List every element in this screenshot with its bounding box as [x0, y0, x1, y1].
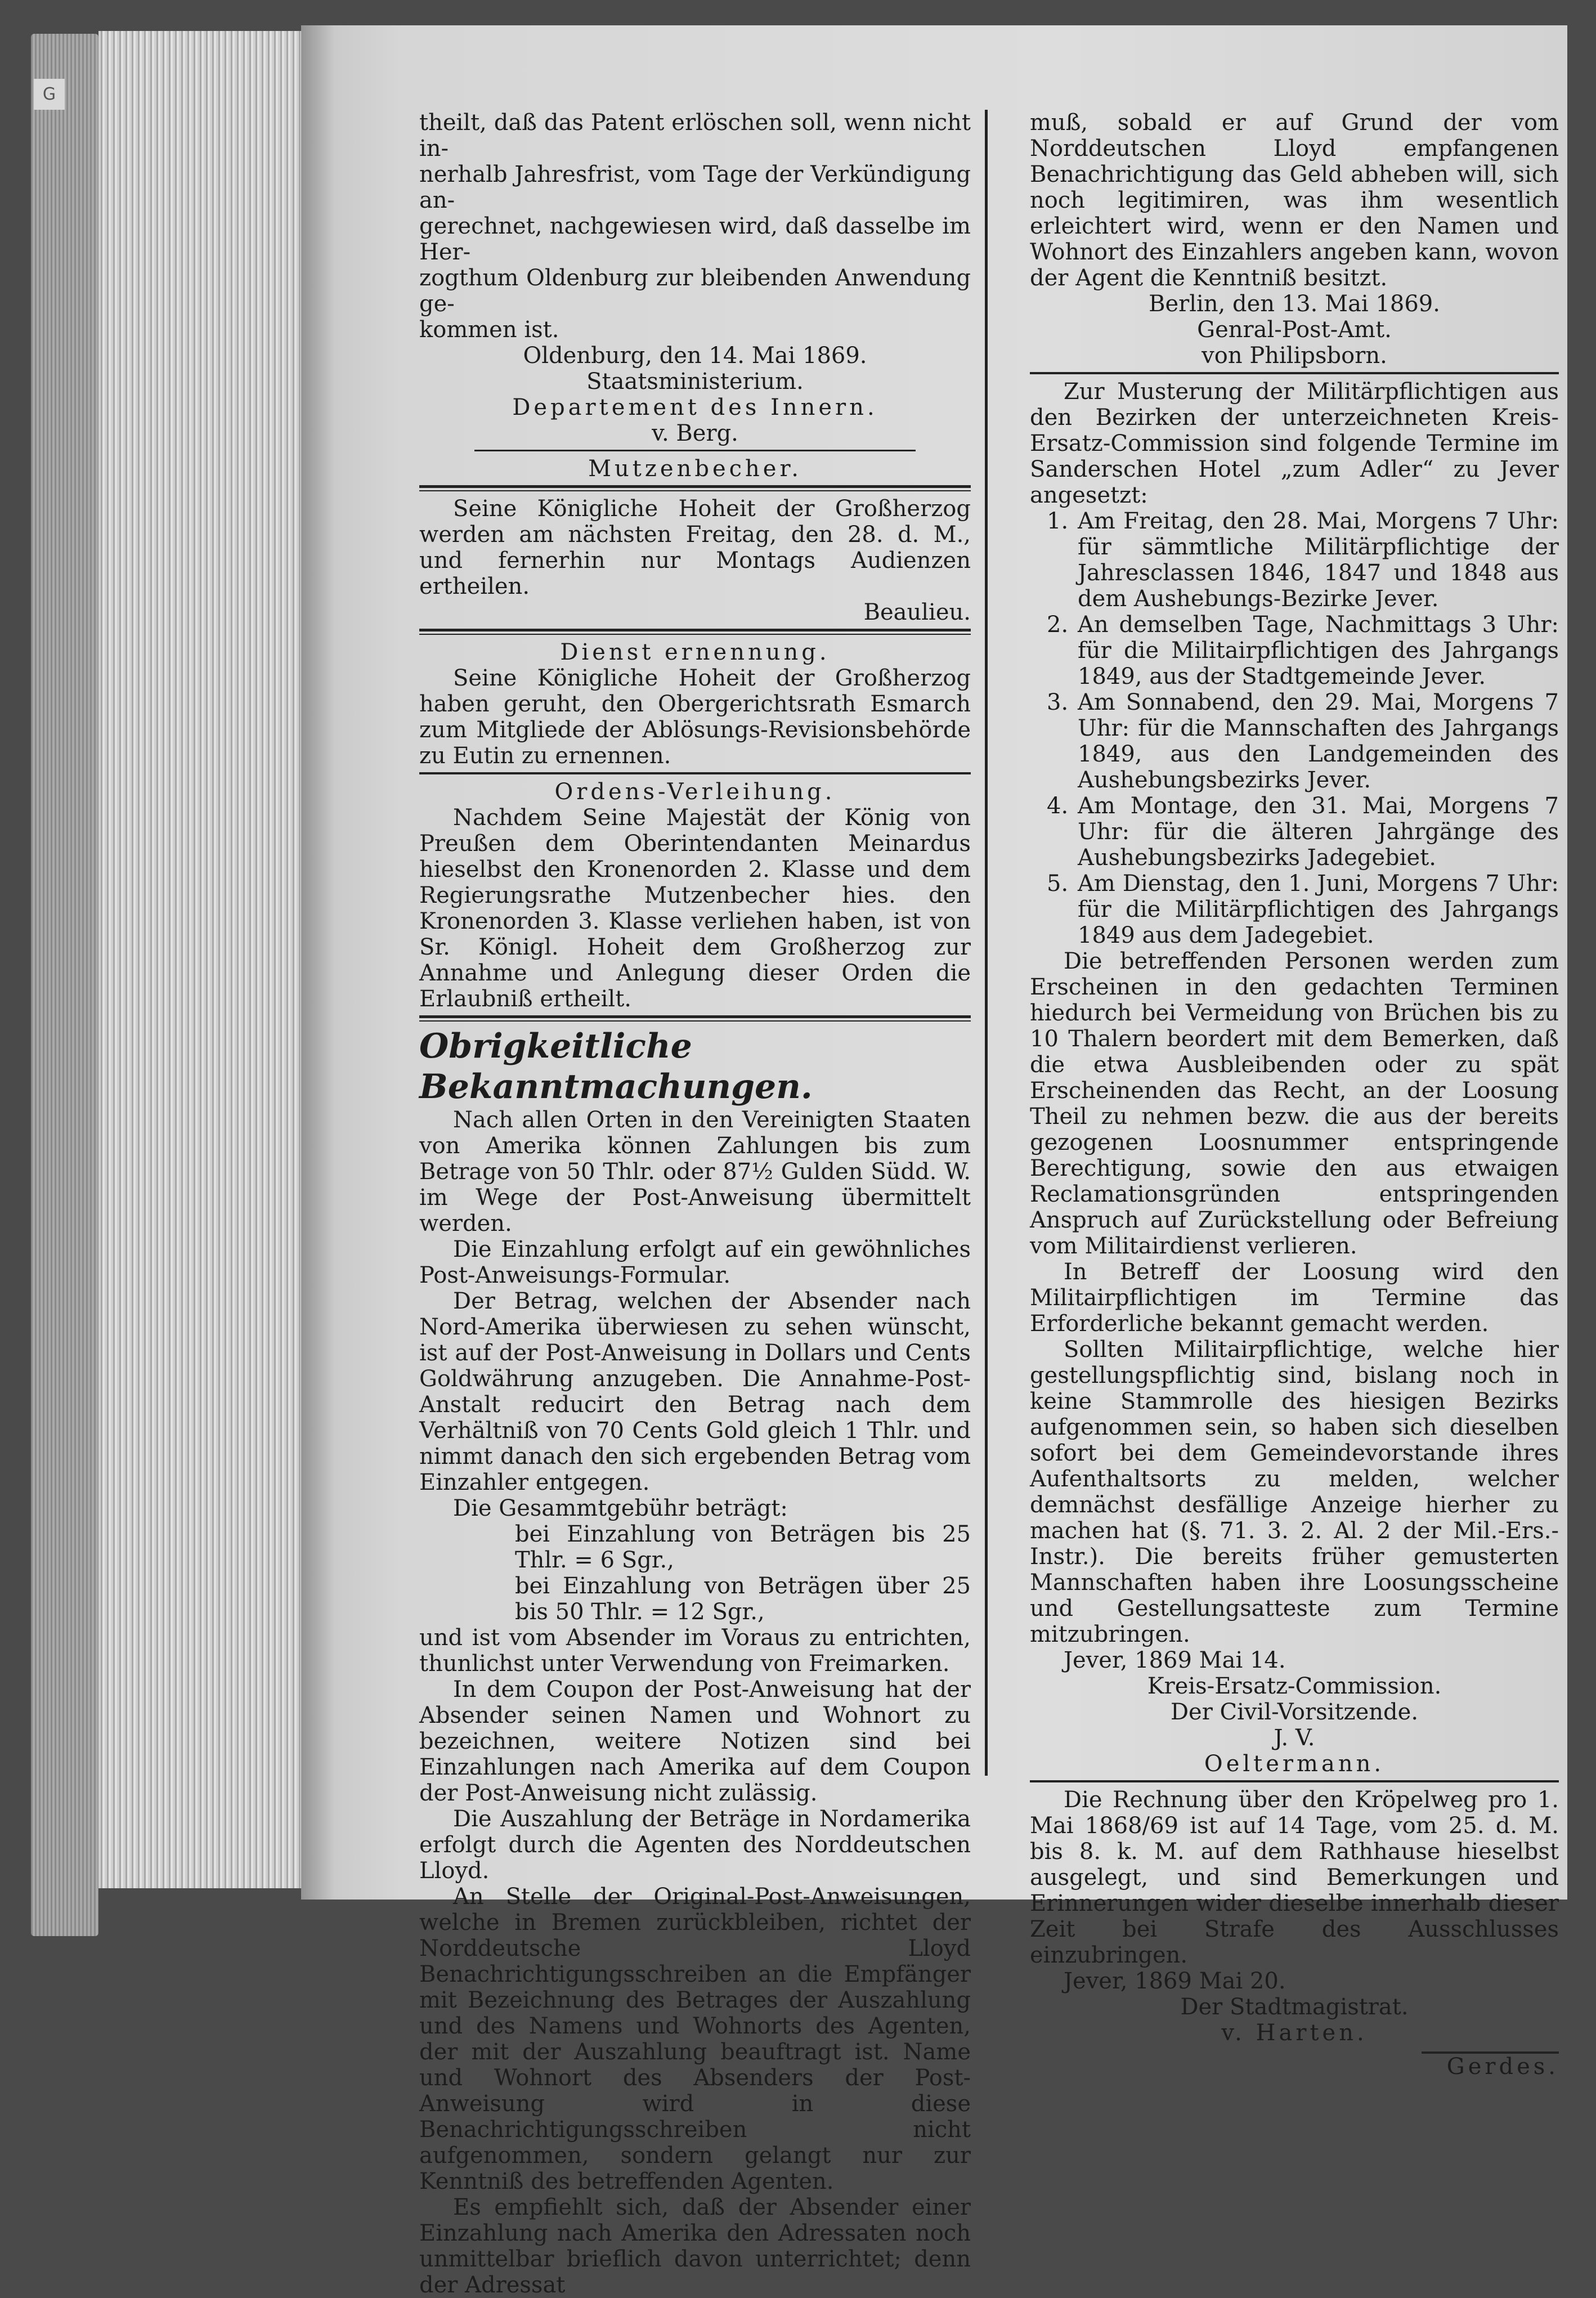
notice-paragraph: In dem Coupon der Post-Anweisung hat der Absender seinen Namen und Wohnort zu bezeichnen, weitere Notizen sind bei Einzahlungen nach Amerika auf dem Coupon der Post-Anweisung nicht zulässig. [419, 1677, 971, 1806]
muster-paragraph: Sollten Militairpflichtige, welche hier gestellungspflichtig sind, bislang noch in keine Stammrolle des hiesigen Bezirks aufgenommen sein, so haben sich dieselben sofort bei dem Gemeindevorstande ihres Aufenthaltsorts zu melden, welcher demnächst desfällige Anzeige hierher zu machen hat (§. 71. 3. 2. Al. 2 der Mil.-Ers.-Instr.). Die bereits früher gemusterten Mannschaften haben ihre Loosungsscheine und Gestellungsatteste zum Termine mitzubringen. [1030, 1337, 1559, 1647]
intro-line: nerhalb Jahresfrist, vom Tage der Verkündigung an- [419, 162, 971, 213]
section-divider [419, 629, 971, 635]
item-text: Am Montage, den 31. Mai, Morgens 7 Uhr: für die älteren Jahrgänge des Aushebungsbezirks Jadegebiet. [1078, 793, 1559, 871]
gutter-shadow [301, 25, 335, 1900]
patent-countersigner: Mutzenbecher. [588, 456, 802, 482]
account-countersigner: Gerdes. [1446, 2054, 1559, 2080]
item-text: Am Sonnabend, den 29. Mai, Morgens 7 Uhr: für die Mannschaften des Jahrgangs 1849, aus den Landgemeinden des Aushebungsbezirks Jever. [1078, 689, 1559, 793]
notices-heading: Obrigkeitliche Bekanntmachungen. [419, 1027, 813, 1107]
intro-line: gerechnet, nachgewiesen wird, daß dasselbe im Her- [419, 213, 971, 265]
continuation-paragraph: muß, sobald er auf Grund der vom Norddeutschen Lloyd empfangenen Benachrichtigung das Geld abheben will, sich noch legitimiren, was ihm wesentlich erleichtert wird, wenn er den Namen und Wohnort des Einzahlers angeben kann, wovon der Agent die Kenntniß besitzt. [1030, 110, 1559, 291]
order-notice: Nachdem Seine Majestät der König von Preußen dem Oberintendanten Meinardus hieselbst den Kronenorden 2. Klasse und dem Regierungsrathe Mutzenbecher hies. den Kronenorden 3. Klasse verliehen haben, ist von Sr. Königl. Hoheit dem Großherzog zur Annahme und Anlegung dieser Orden die Erlaubniß ertheilt. [419, 805, 971, 1012]
patent-signer: v. Berg. [652, 420, 738, 446]
account-notice: Die Rechnung über den Kröpelweg pro 1. Mai 1868/69 ist auf 14 Tage, vom 25. d. M. bis 8. k. M. auf dem Rathhause hieselbst ausgelegt, und sind Bemerkungen und Erinnerungen wider dieselbe innerhalb dieser Zeit bei Strafe des Ausschlusses einzubringen. [1030, 1787, 1559, 1968]
item-number: 1. [1047, 508, 1069, 534]
fee-line: bei Einzahlung von Beträgen über 25 bis 50 Thlr. = 12 Sgr., [515, 1573, 971, 1625]
intro-line: zogthum Oldenburg zur bleibenden Anwendung ge- [419, 265, 971, 317]
appointment-heading: Dienst ernennung. [560, 639, 830, 665]
notice-paragraph: Der Betrag, welchen der Absender nach Nord-Amerika überwiesen zu sehen wünscht, ist auf der Post-Anweisung in Dollars und Cents Goldwährung anzugeben. Die Annahme-Post-Anstalt reducirt den Betrag nach dem Verhältniß von 70 Cents Gold gleich 1 Thlr. und nimmt danach den sich ergebenden Betrag vom Einzahler entgegen. [419, 1288, 971, 1495]
section-divider [419, 485, 971, 491]
patent-date: Oldenburg, den 14. Mai 1869. [523, 343, 867, 369]
fee-line: bei Einzahlung von Beträgen bis 25 Thlr. = 6 Sgr., [515, 1521, 971, 1573]
item-number: 3. [1047, 689, 1069, 715]
section-divider [1030, 1780, 1559, 1782]
muster-paragraph: In Betreff der Loosung wird den Militairpflichtigen im Termine das Erforderliche bekannt gemacht werden. [1030, 1259, 1559, 1337]
muster-item [1030, 793, 1559, 871]
account-date: Jever, 1869 Mai 20. [1064, 1968, 1286, 1994]
divider [474, 450, 916, 451]
post-date: Berlin, den 13. Mai 1869. [1149, 291, 1440, 317]
intro-line: theilt, daß das Patent erlöschen soll, wenn nicht in- [419, 110, 971, 162]
notice-paragraph: Es empfiehlt sich, daß der Absender einer Einzahlung nach Amerika den Adressaten noch unmittelbar brieflich davon unterrichtet; denn der Adressat [419, 2194, 971, 2298]
column-divider [985, 110, 988, 1776]
muster-item [1030, 612, 1559, 689]
section-divider [1030, 372, 1559, 374]
account-signer: v. Harten. [1221, 2020, 1368, 2046]
muster-item [1030, 871, 1559, 948]
fee-intro: Die Gesammtgebühr beträgt: [453, 1495, 788, 1521]
muster-item [1030, 508, 1559, 612]
appointment-notice: Seine Königliche Hoheit der Großherzog haben geruht, den Obergerichtsrath Esmarch zum Mitgliede der Ablösungs-Revisionsbehörde zu Eutin zu ernennen. [419, 665, 971, 769]
fee-after: und ist vom Absender im Voraus zu entrichten, thunlichst unter Verwendung von Freimarken. [419, 1625, 971, 1677]
section-divider [419, 1015, 971, 1022]
book-cover-edge [31, 34, 98, 1936]
item-text: Am Freitag, den 28. Mai, Morgens 7 Uhr: für sämmtliche Militärpflichtige der Jahresclassen 1846, 1847 und 1848 aus dem Aushebungs-Bezirke Jever. [1078, 508, 1559, 612]
notice-paragraph: Die Auszahlung der Beträge in Nordamerika erfolgt durch die Agenten des Norddeutschen Lloyd. [419, 1806, 971, 1884]
intro-line: kommen ist. [419, 317, 559, 343]
post-signer: von Philipsborn. [1202, 343, 1387, 369]
account-authority: Der Stadtmagistrat. [1180, 1994, 1409, 2020]
muster-paragraph: Die betreffenden Personen werden zum Erscheinen in den gedachten Terminen hiedurch bei Vermeidung von Brüchen bis zu 10 Thalern beordert mit dem Bemerken, daß die etwa Ausbleibenden oder zu spät Erscheinenden das Recht, an der Loosung Theil zu nehmen bezw. die aus der bereits gezogenen Loosnummer entspringende Berechtigung, sowie den aus etwaigen Reclamationsgründen entspringenden Anspruch auf Zurückstellung oder Befreiung vom Militairdienst verlieren. [1030, 948, 1559, 1259]
notice-paragraph: Die Einzahlung erfolgt auf ein gewöhnliches Post-Anweisungs-Formular. [419, 1237, 971, 1288]
muster-intro: Zur Musterung der Militärpflichtigen aus den Bezirken der unterzeichneten Kreis-Ersatz-Commission sind folgende Termine im Sanderschen Hotel „zum Adler“ zu Jever angesetzt: [1030, 379, 1559, 508]
muster-item [1030, 689, 1559, 793]
patent-authority: Staatsministerium. [586, 369, 804, 395]
book-page-edges [98, 31, 301, 1888]
audience-signer: Beaulieu. [863, 599, 971, 625]
muster-authority: Kreis-Ersatz-Commission. [1147, 1673, 1442, 1699]
notice-paragraph: An Stelle der Original-Post-Anweisungen, welche in Bremen zurückbleiben, richtet der Norddeutsche Lloyd Benachrichtigungsschreiben an die Empfänger mit Bezeichnung des Betrages der Auszahlung und des Namens und Wohnorts des Agenten, der mit der Auszahlung beauftragt ist. Name und Wohnort des Absenders der Post-Anweisung wird in diese Benachrichtigungsschreiben nicht aufgenommen, sondern gelangt nur zur Kenntniß des betreffenden Agenten. [419, 1884, 971, 2194]
item-text: Am Dienstag, den 1. Juni, Morgens 7 Uhr: für die Militärpflichtigen des Jahrgangs 1849 aus dem Jadegebiet. [1078, 871, 1559, 948]
section-divider [419, 772, 971, 774]
item-number: 4. [1047, 793, 1069, 819]
muster-date: Jever, 1869 Mai 14. [1064, 1647, 1286, 1673]
left-column [419, 110, 971, 2298]
post-authority: Genral-Post-Amt. [1197, 317, 1392, 343]
muster-chair: Der Civil-Vorsitzende. [1170, 1699, 1419, 1725]
order-heading: Ordens-Verleihung. [554, 779, 836, 805]
item-number: 5. [1047, 871, 1069, 897]
item-text: An demselben Tage, Nachmittags 3 Uhr: für die Militairpflichtigen des Jahrgangs 1849, aus der Stadtgemeinde Jever. [1078, 612, 1559, 689]
patent-department: Departement des Innern. [512, 395, 878, 420]
muster-signer: Oeltermann. [1204, 1751, 1385, 1777]
right-column [1030, 110, 1559, 2080]
notice-paragraph: Nach allen Orten in den Vereinigten Staaten von Amerika können Zahlungen bis zum Betrage von 50 Thlr. oder 87½ Gulden Südd. W. im Wege der Post-Anweisung übermittelt werden. [419, 1107, 971, 1237]
item-number: 2. [1047, 612, 1069, 638]
cover-label: G [34, 79, 65, 110]
muster-iv: J. V. [1274, 1725, 1315, 1751]
audience-notice: Seine Königliche Hoheit der Großherzog werden am nächsten Freitag, den 28. d. M., und fernerhin nur Montags Audienzen ertheilen. [419, 496, 971, 599]
